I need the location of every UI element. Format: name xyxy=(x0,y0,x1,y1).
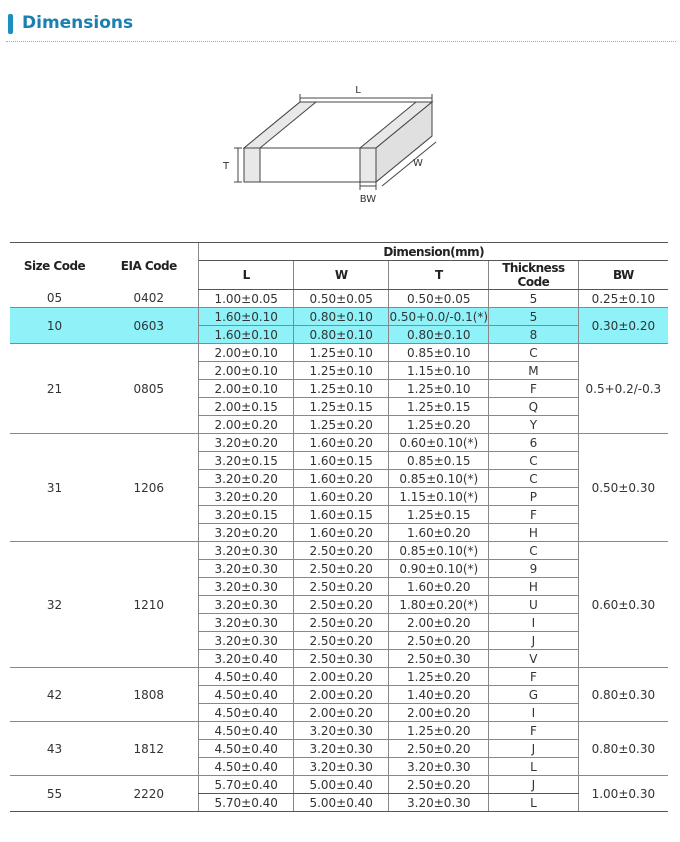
thickness-code-cell: G xyxy=(489,686,579,704)
l-cell: 4.50±0.40 xyxy=(199,722,294,740)
size-code-cell: 55 xyxy=(10,776,99,812)
eia-code-cell: 0805 xyxy=(99,344,199,434)
l-cell: 3.20±0.30 xyxy=(199,632,294,650)
t-cell: 2.00±0.20 xyxy=(389,704,489,722)
w-cell: 2.50±0.20 xyxy=(293,632,388,650)
l-cell: 4.50±0.40 xyxy=(199,740,294,758)
size-code-cell: 10 xyxy=(10,308,99,344)
table-row xyxy=(10,542,668,560)
t-cell: 2.00±0.20 xyxy=(389,614,489,632)
header-divider xyxy=(6,41,676,42)
header-size-code: Size Code xyxy=(10,243,99,290)
thickness-code-cell: F xyxy=(489,506,579,524)
label-w: W xyxy=(413,158,423,169)
bw-cell: 0.25±0.10 xyxy=(578,290,668,308)
eia-code-cell: 0603 xyxy=(99,308,199,344)
w-cell: 3.20±0.30 xyxy=(293,722,388,740)
chip-dimension-diagram xyxy=(214,74,454,214)
size-code-cell: 43 xyxy=(10,722,99,776)
thickness-code-cell: I xyxy=(489,614,579,632)
left-terminal-front xyxy=(244,148,260,182)
w-cell: 1.25±0.15 xyxy=(293,398,388,416)
t-cell: 1.25±0.20 xyxy=(389,722,489,740)
t-cell: 2.50±0.30 xyxy=(389,650,489,668)
t-cell: 1.25±0.15 xyxy=(389,398,489,416)
label-bw: BW xyxy=(359,194,377,205)
size-code-cell: 21 xyxy=(10,344,99,434)
thickness-code-cell: F xyxy=(489,722,579,740)
l-cell: 2.00±0.10 xyxy=(199,362,294,380)
w-cell: 2.50±0.20 xyxy=(293,578,388,596)
l-cell: 5.70±0.40 xyxy=(199,794,294,812)
bw-cell: 0.30±0.20 xyxy=(578,308,668,344)
t-cell: 0.85±0.10(*) xyxy=(389,470,489,488)
thickness-code-cell: 6 xyxy=(489,434,579,452)
t-cell: 1.15±0.10 xyxy=(389,362,489,380)
w-cell: 2.50±0.20 xyxy=(293,596,388,614)
w-cell: 2.50±0.20 xyxy=(293,614,388,632)
t-cell: 2.50±0.20 xyxy=(389,776,489,794)
table-row xyxy=(10,776,668,794)
section-header xyxy=(6,10,676,44)
t-cell: 0.85±0.10 xyxy=(389,344,489,362)
eia-code-cell: 0402 xyxy=(99,290,199,308)
thickness-code-cell: 5 xyxy=(489,308,579,326)
bw-cell: 0.80±0.30 xyxy=(578,668,668,722)
bw-cell: 1.00±0.30 xyxy=(578,776,668,812)
l-cell: 2.00±0.10 xyxy=(199,380,294,398)
thickness-code-cell: C xyxy=(489,452,579,470)
dimension-table-body xyxy=(10,290,668,812)
thickness-code-cell: 8 xyxy=(489,326,579,344)
w-cell: 1.25±0.10 xyxy=(293,344,388,362)
w-cell: 2.00±0.20 xyxy=(293,704,388,722)
l-cell: 3.20±0.30 xyxy=(199,578,294,596)
size-code-cell: 05 xyxy=(10,290,99,308)
header-eia-code: EIA Code xyxy=(99,243,199,290)
w-cell: 1.60±0.20 xyxy=(293,434,388,452)
w-cell: 5.00±0.40 xyxy=(293,794,388,812)
l-cell: 4.50±0.40 xyxy=(199,704,294,722)
w-cell: 2.50±0.30 xyxy=(293,650,388,668)
thickness-code-cell: I xyxy=(489,704,579,722)
t-cell: 1.25±0.10 xyxy=(389,380,489,398)
l-cell: 1.60±0.10 xyxy=(199,308,294,326)
thickness-code-cell: P xyxy=(489,488,579,506)
thickness-code-cell: C xyxy=(489,470,579,488)
table-row xyxy=(10,344,668,362)
t-cell: 3.20±0.30 xyxy=(389,758,489,776)
table-row xyxy=(10,434,668,452)
l-cell: 3.20±0.15 xyxy=(199,506,294,524)
thickness-code-cell: C xyxy=(489,344,579,362)
bw-cell: 0.50±0.30 xyxy=(578,434,668,542)
eia-code-cell: 1206 xyxy=(99,434,199,542)
t-cell: 1.40±0.20 xyxy=(389,686,489,704)
w-cell: 1.60±0.15 xyxy=(293,506,388,524)
thickness-code-cell: H xyxy=(489,578,579,596)
t-cell: 0.85±0.10(*) xyxy=(389,542,489,560)
w-cell: 1.60±0.15 xyxy=(293,452,388,470)
l-cell: 2.00±0.10 xyxy=(199,344,294,362)
thickness-code-cell: F xyxy=(489,668,579,686)
w-cell: 2.50±0.20 xyxy=(293,542,388,560)
header-l: L xyxy=(199,261,294,290)
label-t: T xyxy=(222,161,230,172)
t-cell: 0.80±0.10 xyxy=(389,326,489,344)
header-t: T xyxy=(389,261,489,290)
thickness-code-cell: L xyxy=(489,794,579,812)
w-cell: 3.20±0.30 xyxy=(293,740,388,758)
header-accent-bar xyxy=(8,14,13,34)
w-cell: 0.80±0.10 xyxy=(293,308,388,326)
header-bw: BW xyxy=(578,261,668,290)
thickness-code-cell: U xyxy=(489,596,579,614)
t-cell: 1.25±0.15 xyxy=(389,506,489,524)
bw-cell: 0.5+0.2/-0.3 xyxy=(578,344,668,434)
l-cell: 3.20±0.30 xyxy=(199,560,294,578)
size-code-cell: 31 xyxy=(10,434,99,542)
l-cell: 3.20±0.20 xyxy=(199,434,294,452)
t-cell: 0.50±0.05 xyxy=(389,290,489,308)
page-title: Dimensions xyxy=(22,13,134,33)
t-cell: 2.50±0.20 xyxy=(389,740,489,758)
thickness-code-cell: F xyxy=(489,380,579,398)
t-cell: 1.60±0.20 xyxy=(389,524,489,542)
t-cell: 0.60±0.10(*) xyxy=(389,434,489,452)
dimension-table xyxy=(10,242,668,812)
thickness-code-cell: 9 xyxy=(489,560,579,578)
thickness-code-cell: J xyxy=(489,740,579,758)
l-cell: 3.20±0.20 xyxy=(199,524,294,542)
w-cell: 2.50±0.20 xyxy=(293,560,388,578)
table-row xyxy=(10,290,668,308)
header-thickness-code: Thickness Code xyxy=(489,261,579,290)
header-w: W xyxy=(293,261,388,290)
l-cell: 2.00±0.20 xyxy=(199,416,294,434)
l-cell: 4.50±0.40 xyxy=(199,668,294,686)
thickness-code-cell: J xyxy=(489,776,579,794)
eia-code-cell: 2220 xyxy=(99,776,199,812)
eia-code-cell: 1812 xyxy=(99,722,199,776)
chip-front-face xyxy=(244,148,376,182)
thickness-code-cell: 5 xyxy=(489,290,579,308)
header-dimension: Dimension(mm) xyxy=(199,243,668,261)
t-cell: 1.60±0.20 xyxy=(389,578,489,596)
table-row xyxy=(10,308,668,326)
table-row xyxy=(10,668,668,686)
w-cell: 5.00±0.40 xyxy=(293,776,388,794)
eia-code-cell: 1808 xyxy=(99,668,199,722)
t-cell: 0.85±0.15 xyxy=(389,452,489,470)
w-cell: 0.50±0.05 xyxy=(293,290,388,308)
l-cell: 3.20±0.40 xyxy=(199,650,294,668)
l-cell: 3.20±0.30 xyxy=(199,614,294,632)
w-cell: 1.60±0.20 xyxy=(293,488,388,506)
w-cell: 1.25±0.20 xyxy=(293,416,388,434)
size-code-cell: 32 xyxy=(10,542,99,668)
l-cell: 1.60±0.10 xyxy=(199,326,294,344)
thickness-code-cell: H xyxy=(489,524,579,542)
bw-cell: 0.60±0.30 xyxy=(578,542,668,668)
w-cell: 2.00±0.20 xyxy=(293,668,388,686)
l-cell: 1.00±0.05 xyxy=(199,290,294,308)
w-cell: 1.25±0.10 xyxy=(293,362,388,380)
l-cell: 4.50±0.40 xyxy=(199,758,294,776)
t-cell: 1.80±0.20(*) xyxy=(389,596,489,614)
right-terminal-front xyxy=(360,148,376,182)
size-code-cell: 42 xyxy=(10,668,99,722)
t-cell: 1.15±0.10(*) xyxy=(389,488,489,506)
w-cell: 0.80±0.10 xyxy=(293,326,388,344)
l-cell: 4.50±0.40 xyxy=(199,686,294,704)
t-cell: 2.50±0.20 xyxy=(389,632,489,650)
eia-code-cell: 1210 xyxy=(99,542,199,668)
w-cell: 1.60±0.20 xyxy=(293,524,388,542)
thickness-code-cell: Q xyxy=(489,398,579,416)
w-cell: 1.25±0.10 xyxy=(293,380,388,398)
thickness-code-cell: L xyxy=(489,758,579,776)
thickness-code-cell: C xyxy=(489,542,579,560)
l-cell: 2.00±0.15 xyxy=(199,398,294,416)
thickness-code-cell: Y xyxy=(489,416,579,434)
l-cell: 5.70±0.40 xyxy=(199,776,294,794)
label-l: L xyxy=(355,85,361,96)
w-cell: 2.00±0.20 xyxy=(293,686,388,704)
t-cell: 1.25±0.20 xyxy=(389,416,489,434)
l-cell: 3.20±0.15 xyxy=(199,452,294,470)
w-cell: 3.20±0.30 xyxy=(293,758,388,776)
thickness-code-cell: V xyxy=(489,650,579,668)
t-cell: 1.25±0.20 xyxy=(389,668,489,686)
table-row xyxy=(10,722,668,740)
t-cell: 0.50+0.0/-0.1(*) xyxy=(389,309,489,324)
thickness-code-cell: J xyxy=(489,632,579,650)
bw-cell: 0.80±0.30 xyxy=(578,722,668,776)
l-cell: 3.20±0.30 xyxy=(199,596,294,614)
t-cell: 0.90±0.10(*) xyxy=(389,560,489,578)
w-cell: 1.60±0.20 xyxy=(293,470,388,488)
l-cell: 3.20±0.20 xyxy=(199,488,294,506)
l-cell: 3.20±0.20 xyxy=(199,470,294,488)
l-cell: 3.20±0.30 xyxy=(199,542,294,560)
t-cell: 3.20±0.30 xyxy=(389,794,489,812)
thickness-code-cell: M xyxy=(489,362,579,380)
